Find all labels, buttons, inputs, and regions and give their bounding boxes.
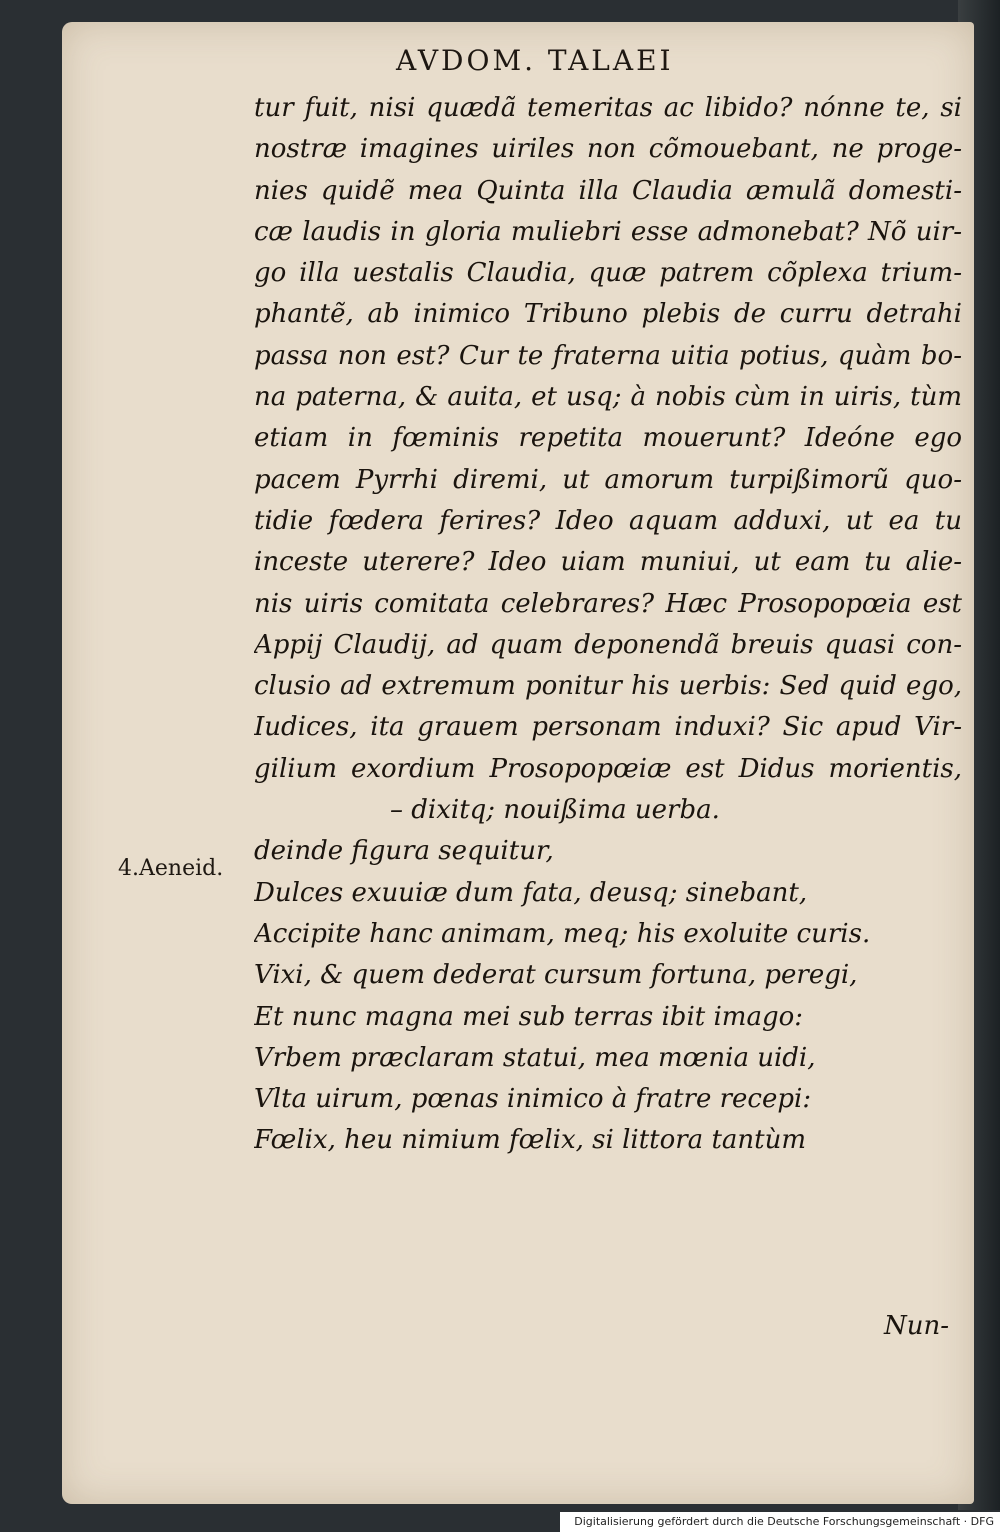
text-line: passa non est? Cur te fraterna uitia potius, quàm bo- [254, 340, 962, 371]
text-line: tidie fœdera ferires? Ideo aquam adduxi, ut ea tu [254, 505, 962, 536]
text-line: nostræ imagines uiriles non cõmouebant, ne proge- [254, 134, 962, 165]
text-line: Iudices, ita grauem personam induxi? Sic apud Vir- [254, 712, 962, 743]
text-line: gilium exordium Prosopopœiæ est Didus morientis, [254, 753, 962, 784]
page-text [254, 88, 962, 1162]
verse-line: – dixitq; nouißima uerba. [390, 795, 720, 826]
text-line: nies quidẽ mea Quinta illa Claudia æmulã domesti- [254, 175, 962, 206]
text-line: inceste uterere? Ideo uiam muniui, ut eam tu alie- [254, 547, 962, 578]
text-line: phantẽ, ab inimico Tribuno plebis de curru detrahi [254, 299, 962, 330]
verse-line: Vlta uirum, pœnas inimico à fratre recepi: [254, 1084, 812, 1115]
text-line: go illa uestalis Claudia, quæ patrem cõplexa trium- [254, 258, 962, 289]
text-line: Appij Claudij, ad quam deponendã breuis quasi con- [254, 629, 962, 660]
text-line: pacem Pyrrhi diremi, ut amorum turpißimorũ quo- [254, 464, 962, 495]
text-line: etiam in fœminis repetita mouerunt? Ideóne ego [254, 423, 962, 454]
verse-line: Vrbem præclaram statui, mea mœnia uidi, [254, 1042, 816, 1073]
verse-line: Accipite hanc animam, meq; his exoluite curis. [254, 918, 871, 949]
marginal-note: 4.Aeneid. [118, 856, 224, 881]
verse-line: Fœlix, heu nimium fœlix, si littora tantùm [254, 1125, 806, 1156]
running-head: AVDOM. TALAEI [396, 44, 674, 77]
digitization-credit: Digitalisierung gefördert durch die Deutsche Forschungsgemeinschaft · DFG [560, 1512, 1000, 1532]
catchword: Nun- [884, 1311, 950, 1341]
text-line: deinde figura sequitur, [254, 836, 554, 867]
verse-line: Et nunc magna mei sub terras ibit imago: [254, 1001, 803, 1032]
text-line: clusio ad extremum ponitur his uerbis: Sed quid ego, [254, 671, 962, 702]
text-line: na paterna, & auita, et usq; à nobis cùm in uiris, tùm [254, 382, 962, 413]
text-line: cæ laudis in gloria muliebri esse admonebat? Nõ uir- [254, 216, 962, 247]
verse-line: Dulces exuuiæ dum fata, deusq; sinebant, [254, 877, 808, 908]
text-line: nis uiris comitata celebrares? Hæc Prosopopœia est [254, 588, 962, 619]
verse-line: Vixi, & quem dederat cursum fortuna, peregi, [254, 960, 858, 991]
text-line: tur fuit, nisi quædã temeritas ac libido? nónne te, si [254, 93, 962, 123]
